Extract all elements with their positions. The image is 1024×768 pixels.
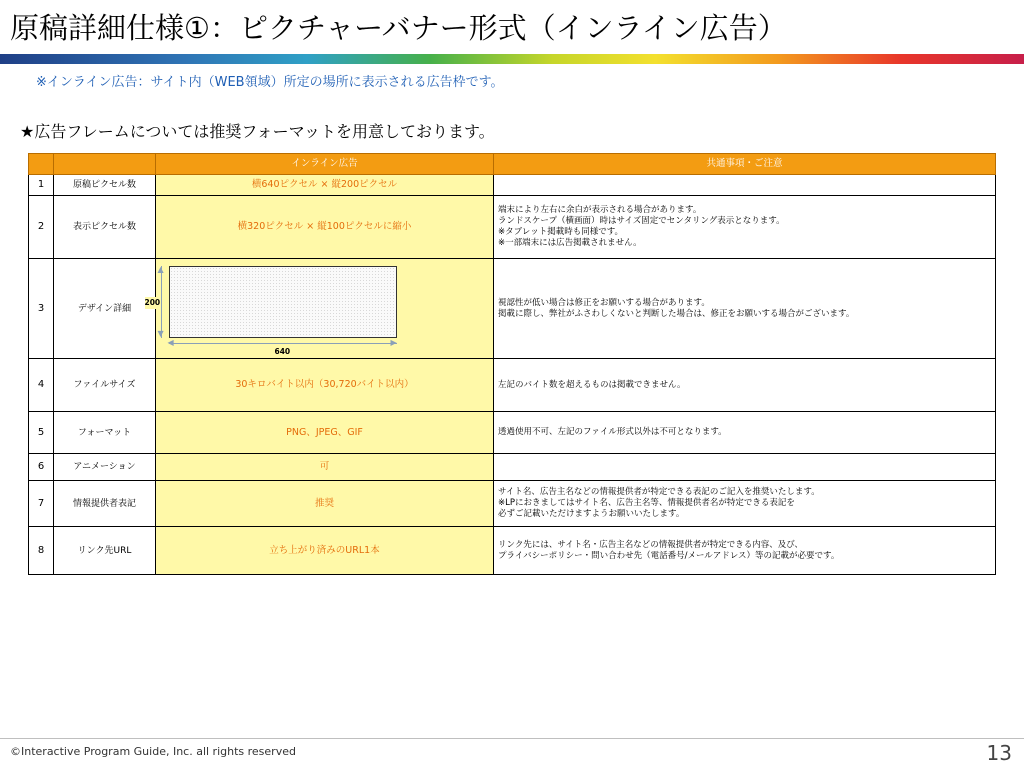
table-row	[29, 454, 996, 481]
table-row	[29, 527, 996, 575]
row-number: 4	[29, 359, 54, 412]
header-cell-common-notes: 共通事項・ご注意	[494, 154, 996, 175]
row-ad-value: 横640ピクセル × 縦200ピクセル	[156, 175, 494, 196]
table-row	[29, 196, 996, 259]
row-number: 8	[29, 527, 54, 575]
row-number: 2	[29, 196, 54, 259]
row-notes	[494, 259, 996, 359]
arrow-down-icon: ▼	[157, 329, 164, 338]
header-cell-num	[29, 154, 54, 175]
row-notes	[494, 481, 996, 527]
header-cell-inline-ad: インライン広告	[156, 154, 494, 175]
note-line: サイト名、広告主名などの情報提供者が特定できる表記のご記入を推奨いたします。	[498, 487, 820, 497]
note-line: 必ずご記載いただけますようお願いいたします。	[498, 509, 685, 519]
note-line: 端末により左右に余白が表示される場合があります。	[498, 205, 702, 215]
note-line: ランドスケープ（横画面）時はサイズ固定でセンタリング表示となります。	[498, 216, 785, 226]
spec-table	[28, 153, 996, 575]
note-line: 左記のバイト数を超えるものは掲載できません。	[498, 379, 686, 390]
row-label: 情報提供者表記	[54, 481, 156, 527]
width-label: 640	[274, 347, 291, 356]
note-line: 透過使用不可、左記のファイル形式以外は不可となります。	[498, 427, 727, 437]
row-number: 5	[29, 412, 54, 454]
row-notes	[494, 175, 996, 196]
row-label: ファイルサイズ	[54, 359, 156, 412]
row-ad-value: 推奨	[156, 481, 494, 527]
row-ad-value: 可	[156, 454, 494, 481]
row-ad-value: 30キロバイト以内（30,720バイト以内）	[156, 359, 494, 412]
row-number: 3	[29, 259, 54, 359]
row-label: フォーマット	[54, 412, 156, 454]
height-dimension-line	[161, 266, 162, 338]
row-ad-value: 横320ピクセル × 縦100ピクセルに縮小	[156, 196, 494, 259]
subtitle: ※インライン広告：サイト内（WEB領域）所定の場所に表示される広告枠です。	[36, 75, 504, 90]
row-number: 7	[29, 481, 54, 527]
height-label: 200	[144, 298, 161, 307]
table-header-row	[29, 154, 996, 175]
row-label: 原稿ピクセル数	[54, 175, 156, 196]
table-row	[29, 481, 996, 527]
row-number: 6	[29, 454, 54, 481]
table-row	[29, 259, 996, 359]
banner-size-diagram	[144, 261, 493, 356]
arrow-right-icon: ▶	[390, 338, 397, 347]
note-line: ※LPにおきましてはサイト名、広告主名等、情報提供者名が特定できる表記を	[498, 498, 795, 508]
row-ad-value: 立ち上がり済みのURL1本	[156, 527, 494, 575]
note-line: リンク先には、サイト名・広告主名などの情報提供者が特定できる内容、及び、	[498, 539, 803, 550]
note-line: ※一部端末には広告掲載されません。	[498, 238, 642, 248]
note-line: 掲載に際し、弊社がふさわしくないと判断した場合は、修正をお願いする場合がございます。	[498, 308, 855, 319]
row-ad-diagram-cell	[144, 259, 494, 359]
row-notes	[494, 527, 996, 575]
row-label: リンク先URL	[54, 527, 156, 575]
row-label: デザイン詳細	[54, 259, 156, 359]
banner-placeholder-box	[169, 266, 397, 338]
row-notes	[494, 196, 996, 259]
row-notes	[494, 454, 996, 481]
row-number: 1	[29, 175, 54, 196]
row-notes	[494, 359, 996, 412]
page-title: 原稿詳細仕様①：ピクチャーバナー形式（インライン広告）	[10, 11, 787, 45]
table-row	[29, 359, 996, 412]
copyright: ©Interactive Program Guide, Inc. all rights reserved	[10, 745, 296, 758]
format-note: ★広告フレームについては推奨フォーマットを用意しております。	[20, 122, 495, 141]
note-line: ※タブレット掲載時も同様です。	[498, 227, 624, 237]
row-ad-value: PNG、JPEG、GIF	[156, 412, 494, 454]
footer-divider	[0, 738, 1024, 739]
width-dimension-line	[169, 343, 397, 344]
arrow-left-icon: ◀	[167, 338, 174, 347]
row-notes	[494, 412, 996, 454]
page-number: 13	[986, 741, 1012, 765]
table-row	[29, 412, 996, 454]
rainbow-divider	[0, 54, 1024, 64]
row-label: アニメーション	[54, 454, 156, 481]
header-cell-label	[54, 154, 156, 175]
arrow-up-icon: ▲	[157, 265, 164, 274]
note-line: 視認性が低い場合は修正をお願いする場合があります。	[498, 297, 710, 308]
note-line: プライバシーポリシー・問い合わせ先（電話番号/メールアドレス）等の記載が必要です。	[498, 550, 840, 561]
table-row	[29, 175, 996, 196]
row-label: 表示ピクセル数	[54, 196, 156, 259]
